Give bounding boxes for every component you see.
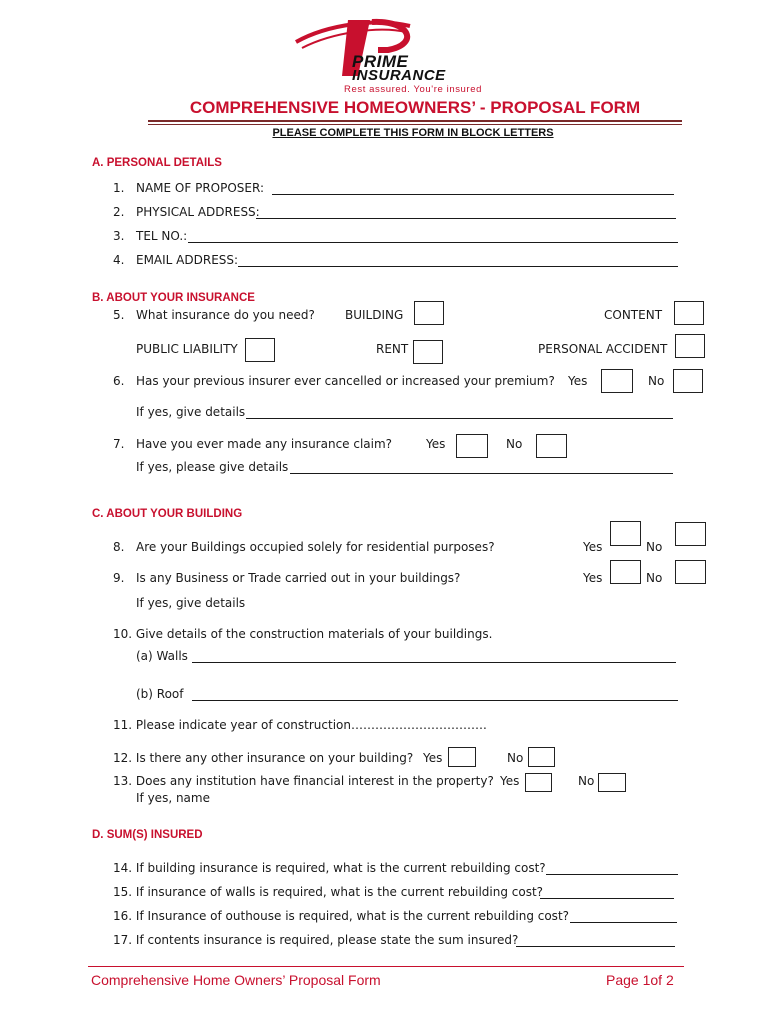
q9-yes-checkbox[interactable] (610, 560, 641, 584)
building-checkbox[interactable] (414, 301, 444, 325)
q12-yes-checkbox[interactable] (448, 747, 476, 767)
public-liability-label: PUBLIC LIABILITY (136, 342, 238, 356)
q7-details-label: If yes, please give details (136, 460, 289, 474)
q13-no-label: No (578, 774, 595, 788)
section-c-heading: C. ABOUT YOUR BUILDING (92, 508, 243, 520)
email-address-field[interactable] (238, 266, 678, 267)
content-option-label: CONTENT (604, 308, 663, 322)
q6-yes-label: Yes (568, 374, 588, 388)
section-b-heading: B. ABOUT YOUR INSURANCE (92, 292, 255, 304)
footer-rule (88, 966, 684, 967)
q6-details-field[interactable] (246, 418, 673, 419)
tel-no-field[interactable] (188, 242, 678, 243)
walls-label: (a) Walls (136, 649, 188, 663)
physical-address-field[interactable] (256, 218, 676, 219)
brand-name-prime: PRIME (352, 52, 409, 71)
company-logo (288, 14, 488, 98)
q17-label: 17. If contents insurance is required, please state the sum insured? (113, 933, 519, 947)
footer-page-number: Page 1of 2 (606, 972, 674, 988)
q8-label: Are your Buildings occupied solely for residential purposes? (136, 540, 495, 554)
q8-yes-label: Yes (583, 540, 603, 554)
item-number: 9. (113, 571, 125, 585)
q8-yes-checkbox[interactable] (610, 521, 641, 546)
q6-no-checkbox[interactable] (673, 369, 703, 393)
q12-label: 12. Is there any other insurance on your building? (113, 751, 414, 765)
q13-no-checkbox[interactable] (598, 773, 626, 792)
q9-no-checkbox[interactable] (675, 560, 706, 584)
proposer-name-field[interactable] (272, 194, 674, 195)
form-title: COMPREHENSIVE HOMEOWNERS’ - PROPOSAL FORM (189, 98, 641, 117)
content-checkbox[interactable] (674, 301, 704, 325)
q10-label: 10. Give details of the construction materials of your buildings. (113, 627, 493, 641)
title-rule-thin (148, 124, 682, 125)
q12-yes-label: Yes (423, 751, 443, 765)
physical-address-label: PHYSICAL ADDRESS: (136, 205, 260, 219)
form-subtitle: PLEASE COMPLETE THIS FORM IN BLOCK LETTERS (272, 127, 554, 139)
q17-field[interactable] (516, 946, 675, 947)
q7-no-checkbox[interactable] (536, 434, 567, 458)
walls-field[interactable] (192, 662, 676, 663)
q7-yes-label: Yes (426, 437, 446, 451)
q16-field[interactable] (570, 922, 677, 923)
q9-no-label: No (646, 571, 663, 585)
q12-no-checkbox[interactable] (528, 747, 555, 767)
item-number: 2. (113, 205, 125, 219)
personal-accident-checkbox[interactable] (675, 334, 705, 358)
rent-checkbox[interactable] (413, 340, 443, 364)
q16-label: 16. If Insurance of outhouse is required, what is the current rebuilding cost? (113, 909, 570, 923)
q7-yes-checkbox[interactable] (456, 434, 488, 458)
q7-details-field[interactable] (290, 473, 673, 474)
roof-label: (b) Roof (136, 687, 184, 701)
q9-yes-label: Yes (583, 571, 603, 585)
item-number: 8. (113, 540, 125, 554)
q8-no-label: No (646, 540, 663, 554)
personal-accident-label: PERSONAL ACCIDENT (538, 342, 668, 356)
q7-no-label: No (506, 437, 523, 451)
roof-field[interactable] (192, 700, 678, 701)
tel-no-label: TEL NO.: (136, 229, 188, 243)
q9-details-label: If yes, give details (136, 596, 246, 610)
q6-label: Has your previous insurer ever cancelled or increased your premium? (136, 374, 555, 388)
footer-form-name: Comprehensive Home Owners’ Proposal Form (91, 972, 381, 988)
q7-label: Have you ever made any insurance claim? (136, 437, 393, 451)
item-number: 1. (113, 181, 125, 195)
q12-no-label: No (507, 751, 524, 765)
section-a-heading: A. PERSONAL DETAILS (92, 157, 222, 169)
item-number: 6. (113, 374, 125, 388)
section-d-heading: D. SUM(S) INSURED (92, 829, 203, 841)
building-option-label: BUILDING (345, 308, 404, 322)
brand-tagline: Rest assured. You're insured (344, 84, 482, 95)
q13-yes-checkbox[interactable] (525, 773, 552, 792)
proposer-name-label: NAME OF PROPOSER: (136, 181, 265, 195)
q15-field[interactable] (540, 898, 674, 899)
q13-label: 13. Does any institution have financial interest in the property? (113, 774, 494, 788)
q6-yes-checkbox[interactable] (601, 369, 633, 393)
q14-label: 14. If building insurance is required, what is the current rebuilding cost? (113, 861, 546, 875)
q8-no-checkbox[interactable] (675, 522, 706, 546)
q11-label: 11. Please indicate year of construction……………………………. (113, 718, 487, 732)
brand-name-insurance: INSURANCE (352, 67, 446, 84)
item-number: 4. (113, 253, 125, 267)
q13-name-label: If yes, name (136, 791, 210, 805)
title-rule (148, 120, 682, 122)
q9-label: Is any Business or Trade carried out in your buildings? (136, 571, 461, 585)
q15-label: 15. If insurance of walls is required, what is the current rebuilding cost? (113, 885, 544, 899)
item-number: 7. (113, 437, 125, 451)
item-number: 3. (113, 229, 125, 243)
q6-details-label: If yes, give details (136, 405, 246, 419)
q6-no-label: No (648, 374, 665, 388)
q14-field[interactable] (546, 874, 678, 875)
q5-label: What insurance do you need? (136, 308, 315, 322)
public-liability-checkbox[interactable] (245, 338, 275, 362)
q13-yes-label: Yes (500, 774, 520, 788)
item-number: 5. (113, 308, 125, 322)
email-address-label: EMAIL ADDRESS: (136, 253, 239, 267)
rent-option-label: RENT (376, 342, 409, 356)
